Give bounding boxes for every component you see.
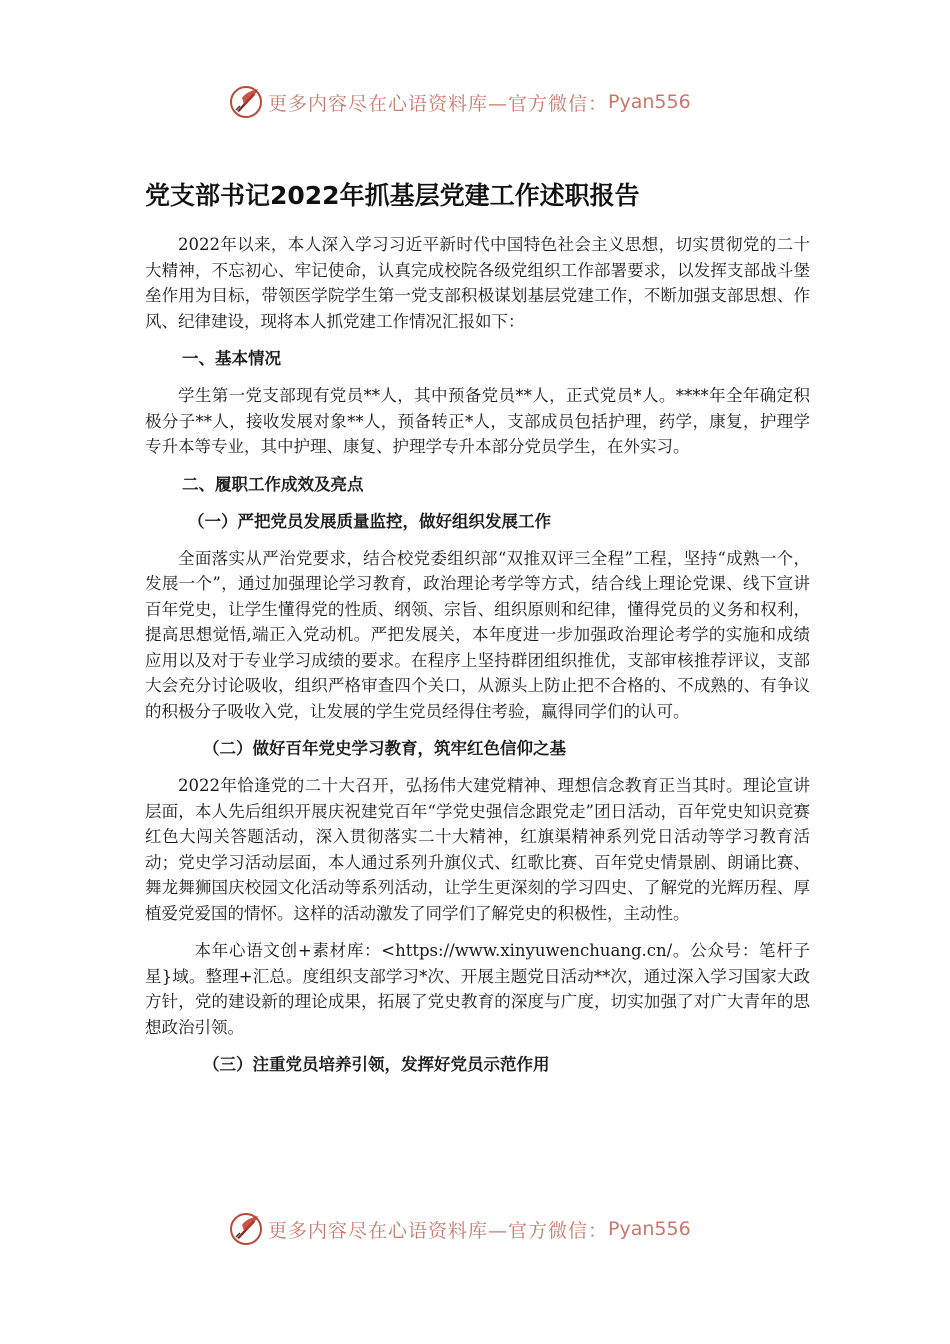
banner-wechat-id: Pyan556: [608, 91, 691, 113]
quill-logo-icon: [228, 1211, 264, 1247]
basic-info-paragraph: 学生第一党支部现有党员**人，其中预备党员**人，正式党员*人。****年全年确定积极分子**人，接收发展对象**人，预备转正*人，支部成员包括护理，药学，康复，护理学专升本等专业，其中护理、康复、护理学专升本部分党员学生，在外实习。: [145, 386, 810, 456]
subsection-heading-1: （一）严把党员发展质量监控，做好组织发展工作: [188, 511, 551, 531]
document-body: [145, 232, 810, 1089]
banner-text: 更多内容尽在心语资料库—官方微信：: [268, 92, 609, 115]
subsection-2-paragraph: 2022年恰逢党的二十大召开，弘扬伟大建党精神、理想信念教育正当其时。理论宣讲层面，本人先后组织开展庆祝建党百年“学党史强信念跟党走”团日活动，百年党史知识竞赛红色大闯关答题活动，深入贯彻落实二十大精神，红旗渠精神系列党日活动等学习教育活动；党史学习活动层面，本人通过系列升旗仪式、红歌比赛、百年党史情景剧、朗诵比赛、舞龙舞狮国庆校园文化活动等系列活动，让学生更深刻的学习四史、了解党的光辉历程、厚植爱党爱国的情怀。这样的活动激发了同学们了解党史的积极性，主动性。: [145, 776, 810, 923]
document-title: 党支部书记2022年抓基层党建工作述职报告: [145, 181, 640, 210]
subsection-heading-2: （二）做好百年党史学习教育，筑牢红色信仰之基: [203, 739, 566, 758]
quill-logo-icon: [228, 84, 264, 120]
footer-banner: [228, 1209, 748, 1249]
intro-paragraph: 2022年以来，本人深入学习习近平新时代中国特色社会主义思想，切实贯彻党的二十大精神，不忘初心、牢记使命，认真完成校院各级党组织工作部署要求，以发挥支部战斗堡垒作用为目标，带领医学院学生第一党支部积极谋划基层党建工作，不断加强支部思想、作风、纪律建设，现将本人抓党建工作情况汇报如下：: [145, 235, 810, 331]
subsection-2-paragraph-2: 本年心语文创+素材库：<https://www.xinyuwenchuang.cn/。公众号：笔杆子星}域。整理+汇总。度组织支部学习*次、开展主题党日活动**次，通过深入学习国家大政方针，党的建设新的理论成果，拓展了党史教育的深度与广度，切实加强了对广大青年的思想政治引领。: [145, 941, 810, 1037]
subsection-heading-3: （三）注重党员培养引领，发挥好党员示范作用: [203, 1055, 550, 1074]
section-heading-basic: 一、基本情况: [182, 349, 281, 368]
section-heading-achievements: 二、履职工作成效及亮点: [182, 474, 364, 494]
header-banner: [228, 82, 748, 122]
banner-text: 更多内容尽在心语资料库—官方微信：: [268, 1219, 609, 1242]
banner-wechat-id: Pyan556: [608, 1218, 691, 1240]
subsection-1-paragraph: 全面落实从严治党要求，结合校党委组织部“双推双评三全程”工程，坚持“成熟一个，发展一个”，通过加强理论学习教育，政治理论考学等方式，结合线上理论党课、线下宣讲百年党史，让学生懂得党的性质、纲领、宗旨、组织原则和纪律，懂得党员的义务和权利，提高思想觉悟,端正入党动机。严把发展关，本年度进一步加强政治理论考学的实施和成绩应用以及对于专业学习成绩的要求。在程序上坚持群团组织推优，支部审核推荐评议，支部大会充分讨论吸收，组织严格审查四个关口，从源头上防止把不合格的、不成熟的、有争议的积极分子吸收入党，让发展的学生党员经得住考验，赢得同学们的认可。: [145, 548, 810, 721]
